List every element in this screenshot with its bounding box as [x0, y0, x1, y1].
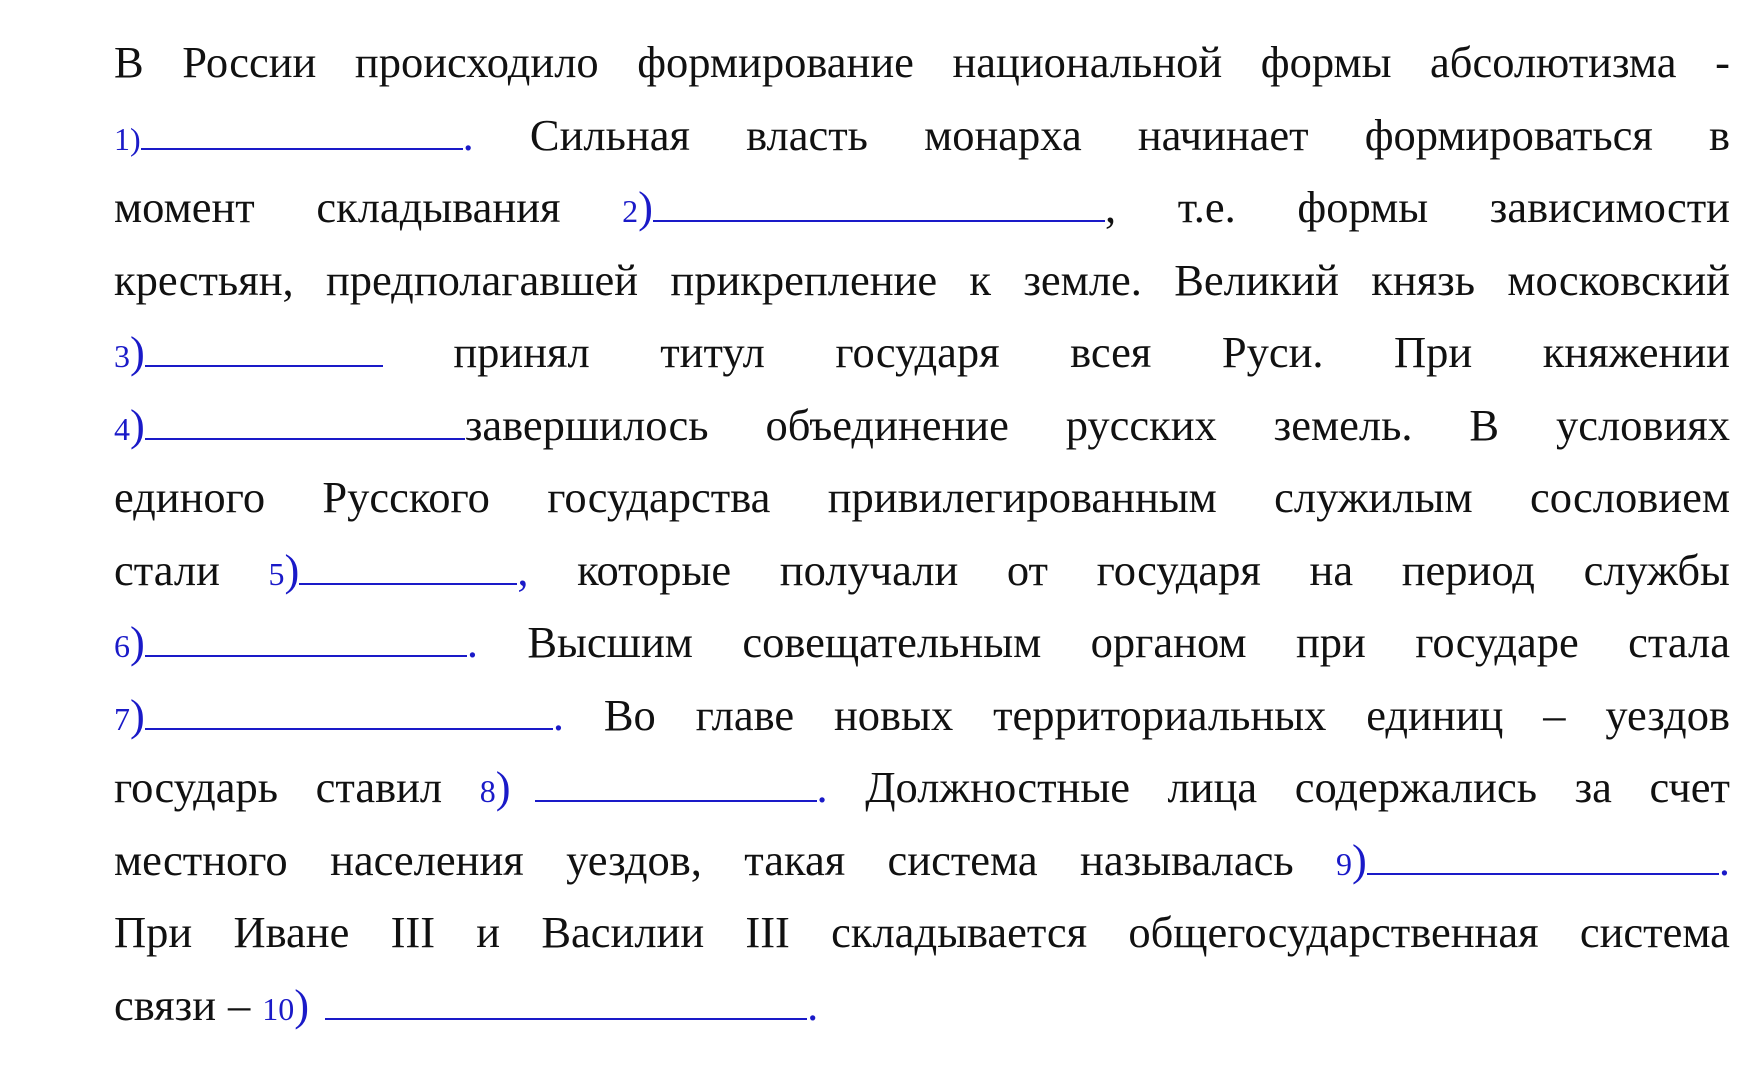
word: связи — [114, 979, 217, 1030]
word: земель. — [1273, 399, 1413, 450]
word: власть — [746, 109, 868, 160]
word: стала — [1628, 617, 1730, 667]
blank-underline[interactable] — [325, 1017, 807, 1020]
word: единого — [114, 472, 266, 522]
word: III — [390, 907, 436, 957]
word: начинает — [1137, 109, 1309, 160]
word: русских — [1065, 399, 1217, 450]
blank-underline[interactable] — [1367, 872, 1719, 875]
word: содержались — [1294, 762, 1538, 812]
blank-underline[interactable] — [141, 147, 463, 150]
blank-number: 1 — [114, 120, 130, 157]
answer-blank-7[interactable] — [114, 679, 564, 756]
word: Во — [603, 689, 656, 740]
word: система — [887, 834, 1038, 885]
word: получали — [779, 544, 959, 595]
word: московский — [1507, 254, 1730, 305]
word: – — [1543, 689, 1566, 740]
word: Великий — [1174, 254, 1339, 305]
word: служилым — [1274, 472, 1473, 522]
word: крестьян, — [114, 254, 294, 305]
word: система — [1579, 907, 1730, 957]
word: - — [1715, 37, 1730, 87]
word: объединение — [765, 399, 1009, 450]
word: земле. — [1023, 254, 1142, 305]
blank-paren: ) — [130, 617, 145, 667]
blank-end-punct: . — [462, 109, 474, 160]
answer-blank-8[interactable] — [480, 751, 828, 828]
word: счет — [1649, 762, 1730, 812]
word: новых — [833, 689, 954, 740]
blank-number: 8 — [479, 773, 496, 809]
blank-paren: ) — [294, 979, 310, 1030]
text-line-2 — [114, 99, 1730, 172]
word: при — [1295, 617, 1366, 667]
word: Высшим — [527, 617, 693, 667]
text-line-7 — [114, 461, 1730, 534]
word: населения — [330, 834, 524, 885]
word: за — [1574, 762, 1612, 812]
word: местного — [114, 834, 288, 885]
word: момент — [114, 182, 255, 232]
word: органом — [1090, 617, 1247, 667]
answer-blank-3[interactable] — [114, 316, 383, 393]
word: условиях — [1555, 399, 1730, 450]
word: прикрепление — [670, 254, 938, 305]
blank-number: 9 — [1336, 845, 1353, 882]
text-line-6 — [114, 389, 1730, 462]
answer-blank-1[interactable] — [114, 99, 474, 176]
word: формы — [1297, 182, 1429, 232]
answer-blank-9[interactable] — [1336, 824, 1730, 901]
answer-blank-5[interactable] — [269, 534, 529, 611]
word: складывания — [316, 182, 561, 232]
blank-number: 2 — [622, 193, 639, 229]
text-line-3 — [114, 171, 1730, 244]
word: службы — [1583, 544, 1730, 595]
word: – — [228, 979, 251, 1030]
word: III — [745, 907, 790, 957]
text-line-11 — [114, 751, 1730, 824]
answer-blank-4[interactable] — [114, 389, 709, 466]
word: которые — [577, 544, 732, 595]
word: государя — [1096, 544, 1261, 595]
word: и — [476, 907, 501, 957]
word: период — [1401, 544, 1535, 595]
word: Василии — [541, 907, 705, 957]
text-line-1 — [114, 26, 1730, 99]
text-line-10 — [114, 679, 1730, 752]
word: Иване — [233, 907, 350, 957]
word: формироваться — [1364, 109, 1653, 160]
blank-paren: ) — [130, 327, 145, 377]
blank-number: 7 — [114, 700, 130, 737]
word: совещательным — [742, 617, 1042, 667]
word: титул — [660, 327, 765, 377]
blank-paren: ) — [284, 544, 300, 595]
blank-underline[interactable] — [535, 799, 817, 802]
word: В — [1469, 399, 1500, 450]
blank-paren: ) — [638, 182, 653, 232]
word: формирование — [637, 37, 914, 87]
word: завершилось — [464, 399, 709, 450]
blank-underline[interactable] — [145, 654, 467, 657]
word: Русского — [322, 472, 490, 522]
blank-underline[interactable] — [145, 727, 553, 730]
blank-end-punct: . — [1718, 834, 1730, 885]
word: государя — [835, 327, 1000, 377]
word: уездов — [1605, 689, 1730, 740]
word: Руси. — [1221, 327, 1324, 377]
text-line-8 — [114, 534, 1730, 607]
blank-paren: ) — [130, 399, 145, 450]
blank-number: 10 — [262, 990, 295, 1027]
word: княжении — [1542, 327, 1730, 377]
word: т.е. — [1177, 182, 1236, 232]
blank-end-punct: . — [807, 979, 819, 1030]
answer-blank-6[interactable] — [114, 606, 478, 683]
blank-end-punct: . — [466, 617, 478, 667]
answer-blank-10[interactable] — [262, 969, 818, 1046]
word: Должностные — [865, 762, 1130, 812]
word: такая — [744, 834, 846, 885]
word: всея — [1070, 327, 1152, 377]
word: Сильная — [529, 109, 690, 160]
word: России — [182, 37, 317, 87]
blank-paren: ) — [130, 120, 141, 157]
word: князь — [1371, 254, 1476, 305]
blank-end-punct: , — [517, 544, 529, 595]
blank-paren: ) — [495, 762, 511, 812]
blank-paren: ) — [1352, 834, 1367, 885]
text-line-4 — [114, 244, 1730, 317]
word: национальной — [952, 37, 1223, 87]
word: называлась — [1080, 834, 1294, 885]
word: складывается — [831, 907, 1088, 957]
word: При — [114, 907, 193, 957]
word: общегосударственная — [1128, 907, 1539, 957]
text-line-9 — [114, 606, 1730, 679]
word: монарха — [924, 109, 1082, 160]
word: государства — [547, 472, 771, 522]
word: от — [1006, 544, 1049, 595]
word: привилегированным — [827, 472, 1217, 522]
blank-underline[interactable] — [653, 219, 1105, 222]
word: сословием — [1529, 472, 1730, 522]
blank-paren: ) — [130, 689, 145, 740]
answer-blank-2[interactable] — [622, 171, 1116, 248]
word: государе — [1415, 617, 1579, 667]
blank-end-punct: , — [1104, 182, 1117, 232]
word: ставил — [315, 762, 443, 812]
blank-number: 5 — [268, 555, 285, 592]
blank-underline[interactable] — [145, 364, 383, 367]
blank-end-punct: . — [816, 762, 828, 812]
word: стали — [114, 544, 220, 595]
text-line-5 — [114, 316, 1730, 389]
word: лица — [1167, 762, 1258, 812]
word: предполагавшей — [325, 254, 639, 305]
word: главе — [695, 689, 795, 740]
word: уездов, — [566, 834, 702, 885]
word: в — [1708, 109, 1730, 160]
word: происходило — [354, 37, 599, 87]
worksheet-text — [114, 26, 1730, 1041]
word: государь — [114, 762, 279, 812]
blank-number: 3 — [114, 338, 130, 374]
blank-underline[interactable] — [145, 437, 465, 440]
text-line-14 — [114, 969, 1730, 1042]
word: абсолютизма — [1430, 37, 1677, 87]
word: территориальных — [993, 689, 1327, 740]
blank-number: 6 — [114, 628, 130, 664]
word: к — [969, 254, 992, 305]
blank-underline[interactable] — [299, 582, 517, 585]
text-line-12 — [114, 824, 1730, 897]
word: зависимости — [1489, 182, 1730, 232]
blank-end-punct: . — [552, 689, 564, 740]
word: При — [1394, 327, 1473, 377]
word: принял — [453, 327, 590, 377]
blank-number: 4 — [114, 410, 130, 447]
word: единиц — [1366, 689, 1504, 740]
text-line-13 — [114, 896, 1730, 969]
word: В — [114, 37, 144, 87]
word: на — [1309, 544, 1354, 595]
word: формы — [1260, 37, 1392, 87]
